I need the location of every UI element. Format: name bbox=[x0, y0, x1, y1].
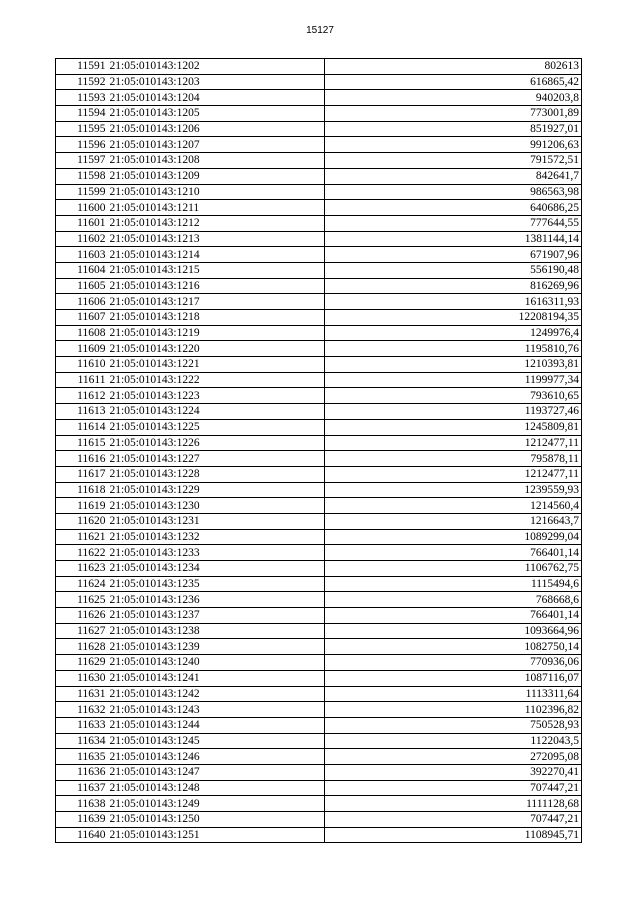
cadastral-number: 21:05:010143:1248 bbox=[108, 780, 325, 796]
cadastral-number: 21:05:010143:1229 bbox=[108, 482, 325, 498]
row-number: 11600 bbox=[56, 200, 108, 216]
cadastral-number: 21:05:010143:1238 bbox=[108, 623, 325, 639]
table-row bbox=[56, 388, 582, 404]
cadastral-number: 21:05:010143:1245 bbox=[108, 733, 325, 749]
table-row bbox=[56, 702, 582, 718]
table-row bbox=[56, 733, 582, 749]
cadastral-value: 1212477,11 bbox=[325, 466, 582, 482]
row-number: 11596 bbox=[56, 137, 108, 153]
table-row bbox=[56, 529, 582, 545]
table-row bbox=[56, 215, 582, 231]
table-row bbox=[56, 247, 582, 263]
row-number: 11615 bbox=[56, 435, 108, 451]
cadastral-value: 640686,25 bbox=[325, 200, 582, 216]
cadastral-number: 21:05:010143:1215 bbox=[108, 262, 325, 278]
table-row bbox=[56, 466, 582, 482]
table-row bbox=[56, 686, 582, 702]
cadastral-value: 791572,51 bbox=[325, 153, 582, 169]
table-row bbox=[56, 106, 582, 122]
row-number: 11610 bbox=[56, 357, 108, 373]
row-number: 11599 bbox=[56, 184, 108, 200]
table-row bbox=[56, 749, 582, 765]
cadastral-number: 21:05:010143:1221 bbox=[108, 357, 325, 373]
cadastral-number: 21:05:010143:1240 bbox=[108, 655, 325, 671]
cadastral-value: 1199977,34 bbox=[325, 372, 582, 388]
cadastral-number: 21:05:010143:1205 bbox=[108, 106, 325, 122]
cadastral-number: 21:05:010143:1237 bbox=[108, 608, 325, 624]
cadastral-value: 707447,21 bbox=[325, 812, 582, 828]
row-number: 11639 bbox=[56, 812, 108, 828]
table-row bbox=[56, 670, 582, 686]
cadastral-number: 21:05:010143:1244 bbox=[108, 717, 325, 733]
table-row bbox=[56, 357, 582, 373]
row-number: 11602 bbox=[56, 231, 108, 247]
row-number: 11612 bbox=[56, 388, 108, 404]
row-number: 11631 bbox=[56, 686, 108, 702]
cadastral-value: 802613 bbox=[325, 59, 582, 75]
table-row bbox=[56, 482, 582, 498]
cadastral-value: 1249976,4 bbox=[325, 325, 582, 341]
cadastral-number: 21:05:010143:1228 bbox=[108, 466, 325, 482]
table-row bbox=[56, 419, 582, 435]
table-row bbox=[56, 561, 582, 577]
row-number: 11632 bbox=[56, 702, 108, 718]
row-number: 11620 bbox=[56, 513, 108, 529]
cadastral-value: 1245809,81 bbox=[325, 419, 582, 435]
table-row bbox=[56, 796, 582, 812]
cadastral-value: 768668,6 bbox=[325, 592, 582, 608]
cadastral-number: 21:05:010143:1219 bbox=[108, 325, 325, 341]
cadastral-number: 21:05:010143:1220 bbox=[108, 341, 325, 357]
row-number: 11614 bbox=[56, 419, 108, 435]
cadastral-number: 21:05:010143:1211 bbox=[108, 200, 325, 216]
cadastral-value: 1210393,81 bbox=[325, 357, 582, 373]
cadastral-value: 1239559,93 bbox=[325, 482, 582, 498]
cadastral-number: 21:05:010143:1214 bbox=[108, 247, 325, 263]
table-row bbox=[56, 262, 582, 278]
table-row bbox=[56, 451, 582, 467]
row-number: 11607 bbox=[56, 310, 108, 326]
row-number: 11592 bbox=[56, 74, 108, 90]
table-row bbox=[56, 325, 582, 341]
table-row bbox=[56, 608, 582, 624]
cadastral-value: 770936,06 bbox=[325, 655, 582, 671]
cadastral-value: 773001,89 bbox=[325, 106, 582, 122]
row-number: 11637 bbox=[56, 780, 108, 796]
cadastral-value: 1115494,6 bbox=[325, 576, 582, 592]
row-number: 11604 bbox=[56, 262, 108, 278]
table-row bbox=[56, 717, 582, 733]
table-row bbox=[56, 827, 582, 843]
cadastral-value: 991206,63 bbox=[325, 137, 582, 153]
table-row bbox=[56, 498, 582, 514]
row-number: 11597 bbox=[56, 153, 108, 169]
table-row bbox=[56, 623, 582, 639]
row-number: 11601 bbox=[56, 215, 108, 231]
cadastral-value: 707447,21 bbox=[325, 780, 582, 796]
cadastral-value: 1381144,14 bbox=[325, 231, 582, 247]
table-row bbox=[56, 592, 582, 608]
cadastral-number: 21:05:010143:1223 bbox=[108, 388, 325, 404]
table-row bbox=[56, 200, 582, 216]
row-number: 11606 bbox=[56, 294, 108, 310]
cadastral-number: 21:05:010143:1212 bbox=[108, 215, 325, 231]
cadastral-value: 1093664,96 bbox=[325, 623, 582, 639]
row-number: 11623 bbox=[56, 561, 108, 577]
row-number: 11638 bbox=[56, 796, 108, 812]
row-number: 11594 bbox=[56, 106, 108, 122]
cadastral-number: 21:05:010143:1233 bbox=[108, 545, 325, 561]
cadastral-number: 21:05:010143:1222 bbox=[108, 372, 325, 388]
table-row bbox=[56, 168, 582, 184]
row-number: 11616 bbox=[56, 451, 108, 467]
cadastral-value: 1214560,4 bbox=[325, 498, 582, 514]
table-row bbox=[56, 153, 582, 169]
cadastral-number: 21:05:010143:1250 bbox=[108, 812, 325, 828]
table-row bbox=[56, 372, 582, 388]
cadastral-number: 21:05:010143:1249 bbox=[108, 796, 325, 812]
cadastral-value: 1102396,82 bbox=[325, 702, 582, 718]
cadastral-value: 1108945,71 bbox=[325, 827, 582, 843]
table-row bbox=[56, 294, 582, 310]
row-number: 11630 bbox=[56, 670, 108, 686]
cadastral-value: 1089299,04 bbox=[325, 529, 582, 545]
row-number: 11598 bbox=[56, 168, 108, 184]
table-row bbox=[56, 310, 582, 326]
table-row bbox=[56, 404, 582, 420]
cadastral-value: 1113311,64 bbox=[325, 686, 582, 702]
cadastral-value: 392270,41 bbox=[325, 764, 582, 780]
row-number: 11622 bbox=[56, 545, 108, 561]
row-number: 11613 bbox=[56, 404, 108, 420]
cadastral-number: 21:05:010143:1216 bbox=[108, 278, 325, 294]
table-row bbox=[56, 639, 582, 655]
row-number: 11633 bbox=[56, 717, 108, 733]
cadastral-value: 1122043,5 bbox=[325, 733, 582, 749]
cadastral-value: 12208194,35 bbox=[325, 310, 582, 326]
table-body bbox=[56, 59, 582, 843]
row-number: 11618 bbox=[56, 482, 108, 498]
cadastral-value: 816269,96 bbox=[325, 278, 582, 294]
row-number: 11603 bbox=[56, 247, 108, 263]
cadastral-value: 1193727,46 bbox=[325, 404, 582, 420]
row-number: 11608 bbox=[56, 325, 108, 341]
row-number: 11605 bbox=[56, 278, 108, 294]
cadastral-value: 1087116,07 bbox=[325, 670, 582, 686]
cadastral-number: 21:05:010143:1203 bbox=[108, 74, 325, 90]
row-number: 11629 bbox=[56, 655, 108, 671]
row-number: 11617 bbox=[56, 466, 108, 482]
cadastral-number: 21:05:010143:1236 bbox=[108, 592, 325, 608]
row-number: 11593 bbox=[56, 90, 108, 106]
table-row bbox=[56, 184, 582, 200]
table-row bbox=[56, 764, 582, 780]
cadastral-value: 795878,11 bbox=[325, 451, 582, 467]
cadastral-number: 21:05:010143:1208 bbox=[108, 153, 325, 169]
cadastral-value: 1106762,75 bbox=[325, 561, 582, 577]
cadastral-number: 21:05:010143:1218 bbox=[108, 310, 325, 326]
cadastral-number: 21:05:010143:1243 bbox=[108, 702, 325, 718]
row-number: 11634 bbox=[56, 733, 108, 749]
table-row bbox=[56, 513, 582, 529]
cadastral-value: 940203,8 bbox=[325, 90, 582, 106]
cadastral-value: 1212477,11 bbox=[325, 435, 582, 451]
table-row bbox=[56, 435, 582, 451]
table-row bbox=[56, 780, 582, 796]
cadastral-number: 21:05:010143:1207 bbox=[108, 137, 325, 153]
cadastral-number: 21:05:010143:1225 bbox=[108, 419, 325, 435]
cadastral-number: 21:05:010143:1210 bbox=[108, 184, 325, 200]
table-row bbox=[56, 812, 582, 828]
row-number: 11595 bbox=[56, 121, 108, 137]
cadastral-value: 1195810,76 bbox=[325, 341, 582, 357]
cadastral-number: 21:05:010143:1204 bbox=[108, 90, 325, 106]
table-row bbox=[56, 545, 582, 561]
cadastral-value: 793610,65 bbox=[325, 388, 582, 404]
table-row bbox=[56, 121, 582, 137]
row-number: 11625 bbox=[56, 592, 108, 608]
row-number: 11640 bbox=[56, 827, 108, 843]
cadastral-value: 766401,14 bbox=[325, 545, 582, 561]
cadastral-number: 21:05:010143:1206 bbox=[108, 121, 325, 137]
cadastral-value: 1082750,14 bbox=[325, 639, 582, 655]
cadastral-number: 21:05:010143:1239 bbox=[108, 639, 325, 655]
row-number: 11636 bbox=[56, 764, 108, 780]
cadastral-value: 272095,08 bbox=[325, 749, 582, 765]
cadastral-number: 21:05:010143:1234 bbox=[108, 561, 325, 577]
cadastral-number: 21:05:010143:1217 bbox=[108, 294, 325, 310]
cadastral-value: 986563,98 bbox=[325, 184, 582, 200]
cadastral-number: 21:05:010143:1246 bbox=[108, 749, 325, 765]
row-number: 11628 bbox=[56, 639, 108, 655]
row-number: 11619 bbox=[56, 498, 108, 514]
table-row bbox=[56, 576, 582, 592]
cadastral-value: 777644,55 bbox=[325, 215, 582, 231]
table-row bbox=[56, 90, 582, 106]
cadastral-value: 556190,48 bbox=[325, 262, 582, 278]
row-number: 11591 bbox=[56, 59, 108, 75]
table-row bbox=[56, 278, 582, 294]
cadastral-number: 21:05:010143:1241 bbox=[108, 670, 325, 686]
cadastral-number: 21:05:010143:1232 bbox=[108, 529, 325, 545]
page-number: 15127 bbox=[306, 25, 334, 36]
cadastral-number: 21:05:010143:1242 bbox=[108, 686, 325, 702]
cadastral-number: 21:05:010143:1209 bbox=[108, 168, 325, 184]
cadastral-number: 21:05:010143:1227 bbox=[108, 451, 325, 467]
cadastral-value: 1616311,93 bbox=[325, 294, 582, 310]
cadastral-value: 616865,42 bbox=[325, 74, 582, 90]
row-number: 11611 bbox=[56, 372, 108, 388]
cadastral-value-table bbox=[55, 58, 582, 843]
table-row bbox=[56, 231, 582, 247]
cadastral-number: 21:05:010143:1226 bbox=[108, 435, 325, 451]
cadastral-number: 21:05:010143:1247 bbox=[108, 764, 325, 780]
cadastral-value: 766401,14 bbox=[325, 608, 582, 624]
cadastral-value: 851927,01 bbox=[325, 121, 582, 137]
cadastral-value: 1111128,68 bbox=[325, 796, 582, 812]
cadastral-number: 21:05:010143:1235 bbox=[108, 576, 325, 592]
cadastral-value: 842641,7 bbox=[325, 168, 582, 184]
cadastral-value: 1216643,7 bbox=[325, 513, 582, 529]
cadastral-value: 671907,96 bbox=[325, 247, 582, 263]
cadastral-value: 750528,93 bbox=[325, 717, 582, 733]
cadastral-number: 21:05:010143:1202 bbox=[108, 59, 325, 75]
row-number: 11609 bbox=[56, 341, 108, 357]
cadastral-number: 21:05:010143:1213 bbox=[108, 231, 325, 247]
table-row bbox=[56, 137, 582, 153]
row-number: 11624 bbox=[56, 576, 108, 592]
row-number: 11626 bbox=[56, 608, 108, 624]
cadastral-number: 21:05:010143:1251 bbox=[108, 827, 325, 843]
table-row bbox=[56, 59, 582, 75]
table-row bbox=[56, 74, 582, 90]
row-number: 11621 bbox=[56, 529, 108, 545]
row-number: 11635 bbox=[56, 749, 108, 765]
cadastral-number: 21:05:010143:1230 bbox=[108, 498, 325, 514]
table-row bbox=[56, 341, 582, 357]
cadastral-number: 21:05:010143:1231 bbox=[108, 513, 325, 529]
row-number: 11627 bbox=[56, 623, 108, 639]
cadastral-number: 21:05:010143:1224 bbox=[108, 404, 325, 420]
table-row bbox=[56, 655, 582, 671]
